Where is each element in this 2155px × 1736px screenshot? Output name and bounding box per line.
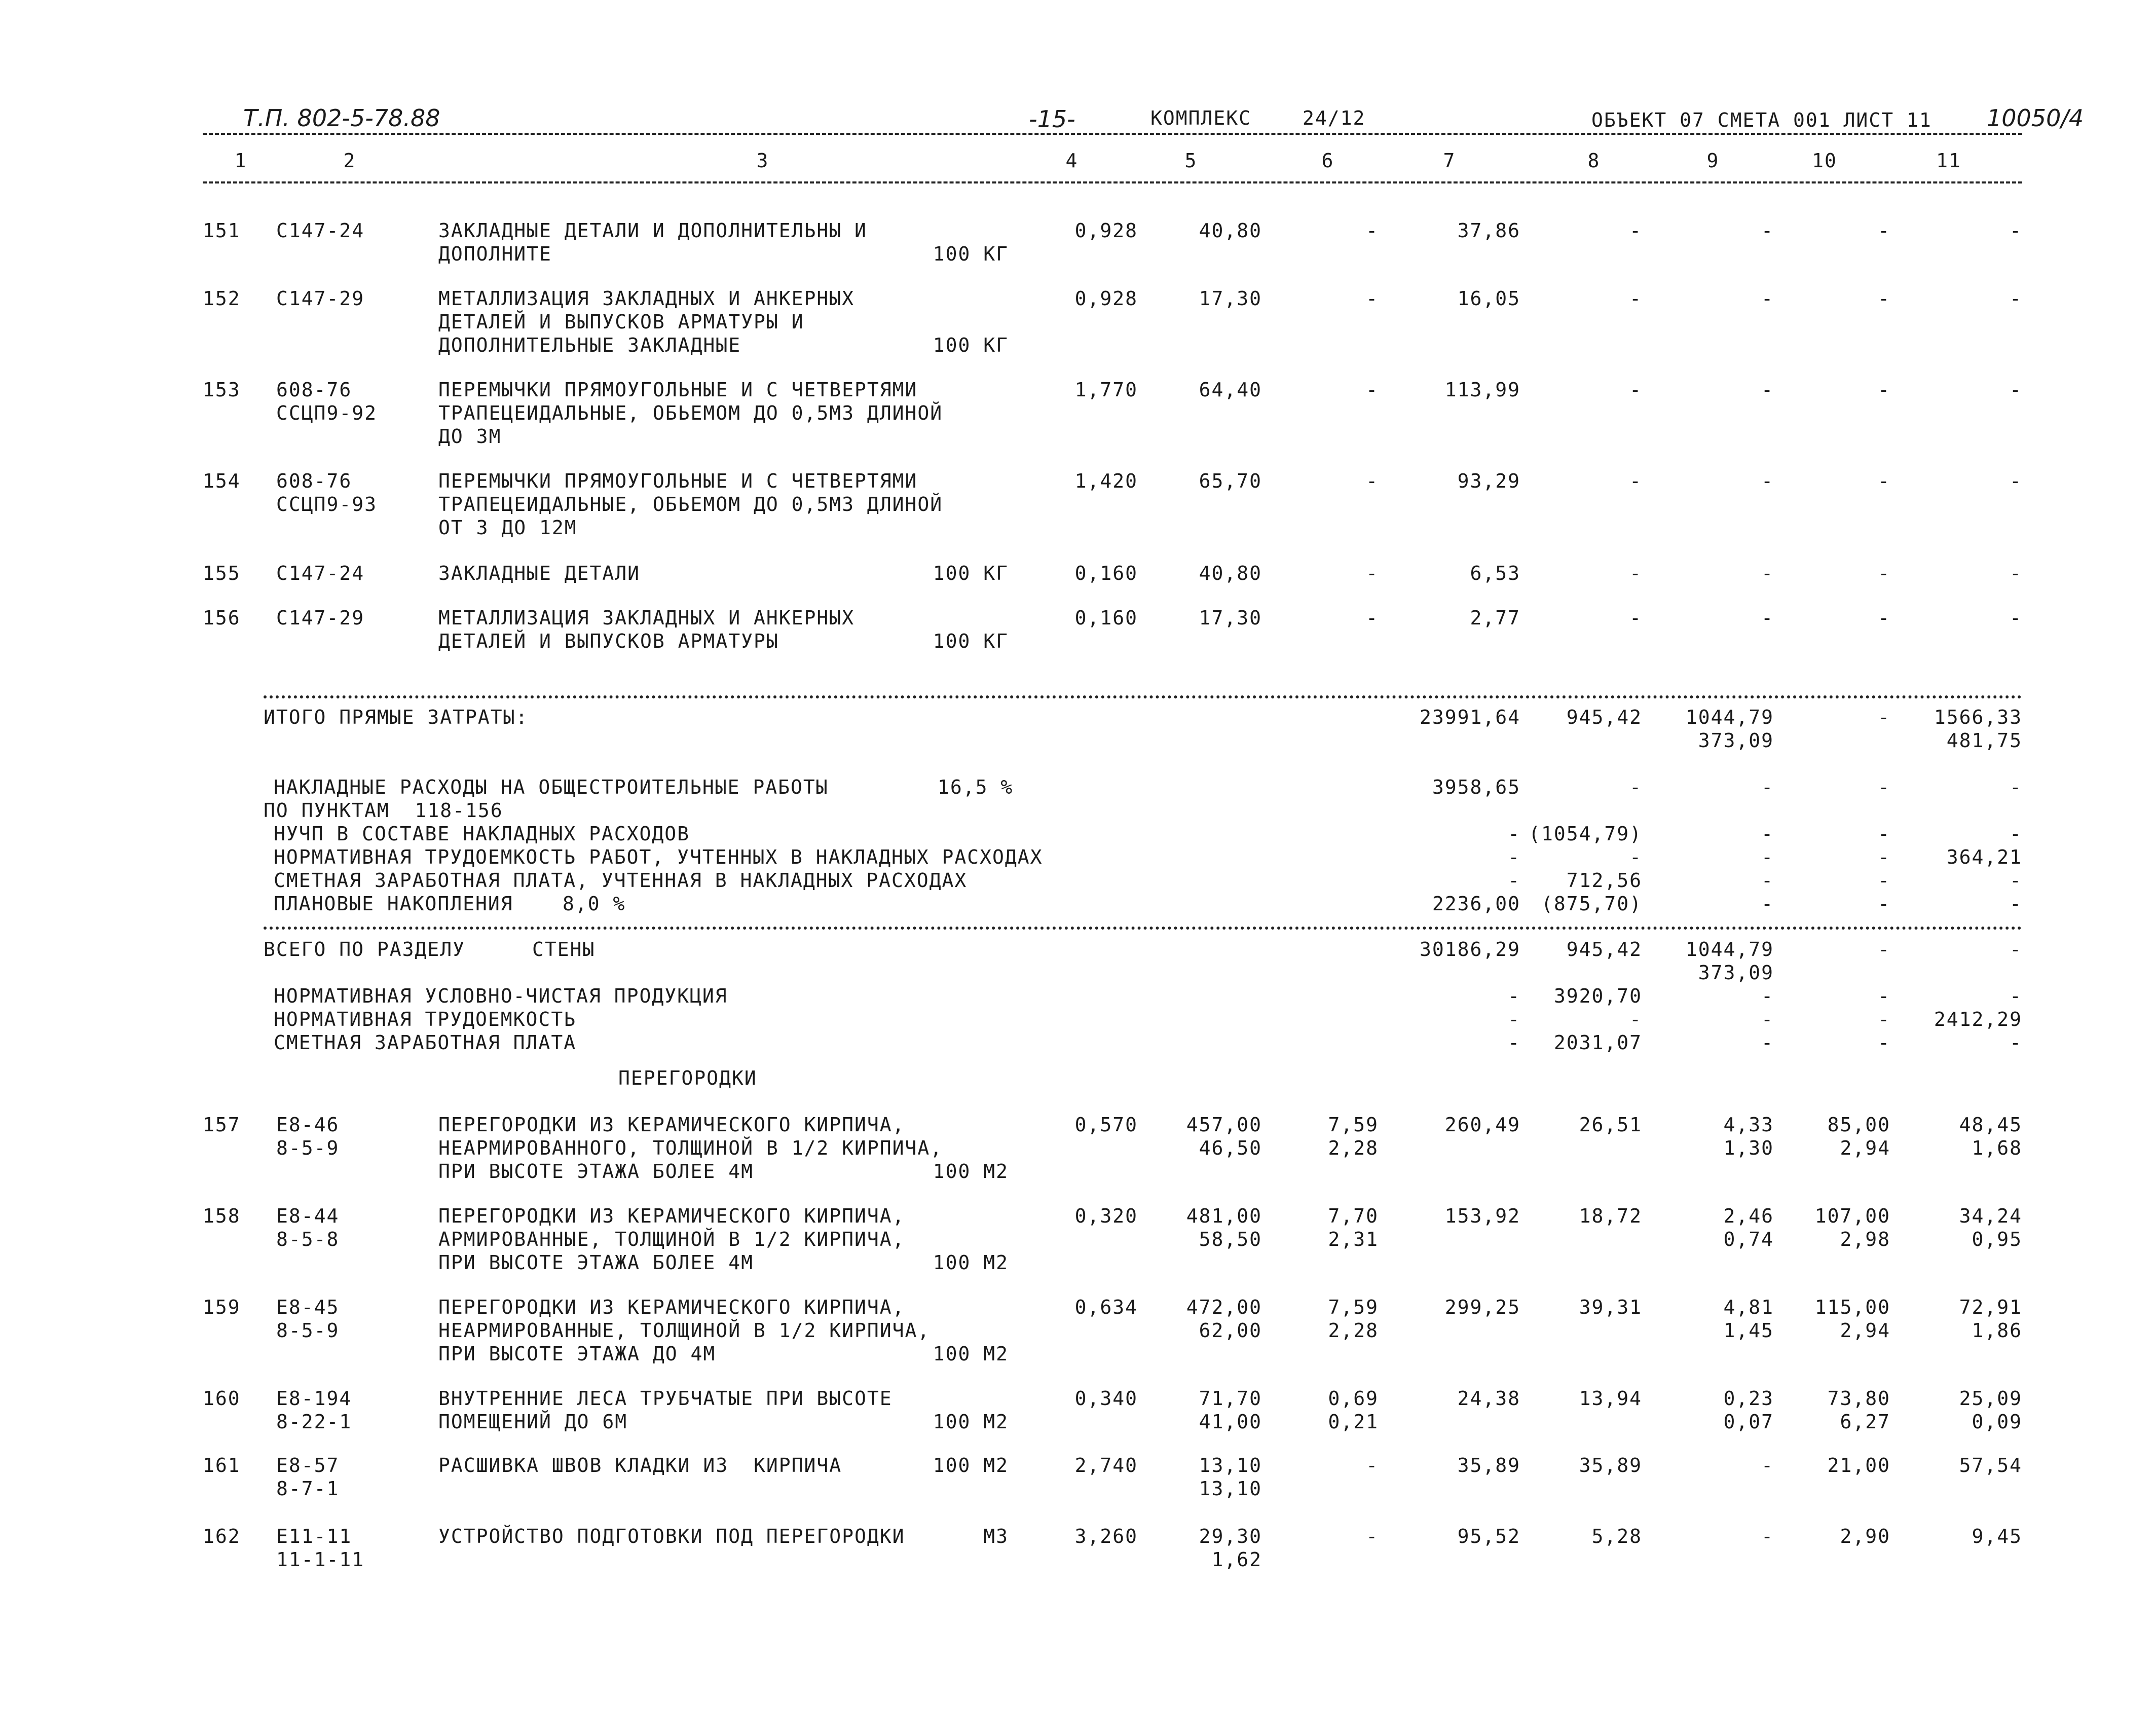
row-description: ПЕРЕМЫЧКИ ПРЯМОУГОЛЬНЫЕ И С ЧЕТВЕРТЯМИ [438,379,918,401]
row-col-c9: 4,81 [1723,1296,1774,1318]
doc-ref: Т.П. 802-5-78.88 [243,104,440,132]
row-description: ТРАПЕЦЕИДАЛЬНЫЕ, ОБЬЕМОМ ДО 0,5М3 ДЛИНОЙ [438,493,943,515]
overhead-line-rate: 16,5 % [938,776,1014,798]
row-col-c5: 1,62 [1211,1548,1262,1571]
direct-costs-c9: 1044,79 [1685,706,1774,728]
row-quantity: 0,928 [1074,287,1138,310]
row-code: С147-24 [276,562,365,584]
row-code: Е11-11 [276,1525,352,1547]
row-col-c8: - [1629,379,1642,401]
row-total: 37,86 [1457,219,1520,242]
row-description: ВНУТРЕННИЕ ЛЕСА ТРУБЧАТЫЕ ПРИ ВЫСОТЕ [438,1387,893,1410]
row-col-c8: 35,89 [1579,1454,1642,1476]
row-col-c6: - [1366,562,1379,584]
row-unit: 100 М2 [933,1454,1009,1476]
row-quantity: 1,770 [1074,379,1138,401]
row-code: ССЦП9-93 [276,493,378,515]
overhead-line-c8: 712,56 [1566,869,1642,892]
row-total: 113,99 [1444,379,1520,401]
row-description: ПЕРЕГОРОДКИ ИЗ КЕРАМИЧЕСКОГО КИРПИЧА, [438,1114,905,1136]
header-rule-bottom [203,181,2022,183]
section-line-c11: 2412,29 [1934,1008,2022,1030]
column-number-6: 6 [1321,150,1334,172]
row-code: 11-1-11 [276,1548,365,1571]
row-col-c9: 1,45 [1723,1319,1774,1342]
row-col-c9: 4,33 [1723,1114,1774,1136]
column-number-2: 2 [343,150,356,172]
row-unit: 100 КГ [933,630,1009,652]
row-col-c10: - [1878,287,1890,310]
section-line-text: НОРМАТИВНАЯ УСЛОВНО-ЧИСТАЯ ПРОДУКЦИЯ [274,985,728,1007]
row-col-c11: - [2010,219,2022,242]
row-code: С147-24 [276,219,365,242]
overhead-line-c8: - [1629,846,1642,868]
row-total: 35,89 [1457,1454,1520,1476]
row-col-c9: - [1761,562,1774,584]
row-description: ПРИ ВЫСОТЕ ЭТАЖА БОЛЕЕ 4М [438,1160,754,1183]
row-col-c5: 17,30 [1199,607,1262,629]
overhead-line-text: НАКЛАДНЫЕ РАСХОДЫ НА ОБЩЕСТРОИТЕЛЬНЫЕ РАБОТЫ [274,776,829,798]
row-col-c10: 6,27 [1840,1411,1890,1433]
row-col-c10: - [1878,470,1890,492]
overhead-line-text: ПЛАНОВЫЕ НАКОПЛЕНИЯ [274,893,513,915]
row-description: ПОМЕЩЕНИЙ ДО 6М [438,1411,628,1433]
row-code: 8-22-1 [276,1411,352,1433]
row-col-c10: 2,94 [1840,1137,1890,1159]
row-number: 155 [203,562,241,584]
section-total-name: СТЕНЫ [532,938,596,961]
row-description: УСТРОЙСТВО ПОДГОТОВКИ ПОД ПЕРЕГОРОДКИ [438,1525,905,1547]
row-col-c10: 2,98 [1840,1228,1890,1250]
row-col-c10: 107,00 [1814,1205,1890,1227]
row-code: 8-5-9 [276,1319,340,1342]
row-col-c5: 472,00 [1186,1296,1262,1318]
section-total-c9: 373,09 [1698,962,1774,984]
row-description: РАСШИВКА ШВОВ КЛАДКИ ИЗ КИРПИЧА [438,1454,842,1476]
row-code: 8-7-1 [276,1478,340,1500]
row-col-c8: 18,72 [1579,1205,1642,1227]
overhead-line-c7: 3958,65 [1432,776,1520,798]
row-unit: 100 М2 [933,1160,1009,1183]
overhead-line-c7: - [1508,869,1520,892]
direct-costs-c7: 23991,64 [1419,706,1520,728]
row-col-c10: - [1878,219,1890,242]
row-description: ЗАКЛАДНЫЕ ДЕТАЛИ [438,562,641,584]
row-col-c11: 25,09 [1959,1387,2022,1410]
row-code: 608-76 [276,379,352,401]
row-col-c8: 5,28 [1591,1525,1642,1547]
row-col-c8: - [1629,219,1642,242]
overhead-line-c10: - [1878,776,1890,798]
overhead-line-c8: (875,70) [1541,893,1642,915]
row-col-c5: 13,10 [1199,1478,1262,1500]
row-code: ССЦП9-92 [276,402,378,424]
overhead-line-c7: 2236,00 [1432,893,1520,915]
row-number: 160 [203,1387,241,1410]
row-number: 159 [203,1296,241,1318]
dotted-separator-2 [264,927,2022,930]
row-col-c6: 0,21 [1328,1411,1379,1433]
row-col-c6: - [1366,1525,1379,1547]
row-col-c6: 0,69 [1328,1387,1379,1410]
row-quantity: 3,260 [1074,1525,1138,1547]
row-code: С147-29 [276,287,365,310]
overhead-line-c10: - [1878,823,1890,845]
row-description: ПРИ ВЫСОТЕ ЭТАЖА ДО 4М [438,1343,716,1365]
overhead-line-c11: - [2010,776,2022,798]
section-line-c11: - [2010,1031,2022,1054]
row-col-c10: 21,00 [1827,1454,1890,1476]
row-col-c11: 48,45 [1959,1114,2022,1136]
row-col-c9: 0,07 [1723,1411,1774,1433]
column-number-7: 7 [1443,150,1456,172]
row-col-c9: - [1761,470,1774,492]
overhead-line-text: СМЕТНАЯ ЗАРАБОТНАЯ ПЛАТА, УЧТЕННАЯ В НАКЛАДНЫХ РАСХОДАХ [274,869,968,892]
row-col-c8: - [1629,562,1642,584]
row-col-c6: 7,70 [1328,1205,1379,1227]
row-col-c10: 73,80 [1827,1387,1890,1410]
row-description: НЕАРМИРОВАННОГО, ТОЛЩИНОЙ В 1/2 КИРПИЧА, [438,1137,943,1159]
row-col-c11: - [2010,287,2022,310]
section-line-c10: - [1878,985,1890,1007]
row-col-c5: 17,30 [1199,287,1262,310]
row-number: 154 [203,470,241,492]
row-code: 8-5-9 [276,1137,340,1159]
overhead-line-c11: 364,21 [1946,846,2022,868]
overhead-line-c7: - [1508,823,1520,845]
row-col-c9: - [1761,1454,1774,1476]
complex-number: 24/12 [1303,107,1366,129]
row-col-c6: - [1366,379,1379,401]
row-number: 156 [203,607,241,629]
row-description: МЕТАЛЛИЗАЦИЯ ЗАКЛАДНЫХ И АНКЕРНЫХ [438,287,854,310]
overhead-line-c9: - [1761,823,1774,845]
row-col-c9: 1,30 [1723,1137,1774,1159]
row-col-c11: 0,09 [1972,1411,2022,1433]
row-code: Е8-57 [276,1454,340,1476]
row-col-c5: 65,70 [1199,470,1262,492]
direct-costs-label: ИТОГО ПРЯМЫЕ ЗАТРАТЫ: [264,706,529,728]
section-total-c8: 945,42 [1566,938,1642,961]
section-line-c10: - [1878,1008,1890,1030]
row-col-c11: 57,54 [1959,1454,2022,1476]
overhead-line-c11: - [2010,823,2022,845]
row-total: 24,38 [1457,1387,1520,1410]
row-unit: 100 М2 [933,1251,1009,1274]
row-quantity: 0,160 [1074,562,1138,584]
row-description: ДЕТАЛЕЙ И ВЫПУСКОВ АРМАТУРЫ [438,630,779,652]
overhead-line-c9: - [1761,869,1774,892]
row-number: 157 [203,1114,241,1136]
page-number: -15- [1029,105,1075,133]
overhead-line-rate: 8,0 % [563,893,626,915]
row-code: 608-76 [276,470,352,492]
row-col-c5: 62,00 [1199,1319,1262,1342]
row-col-c6: 2,28 [1328,1137,1379,1159]
row-col-c11: - [2010,607,2022,629]
row-col-c9: - [1761,607,1774,629]
row-unit: 100 М2 [933,1343,1009,1365]
row-total: 260,49 [1444,1114,1520,1136]
row-description: НЕАРМИРОВАННЫЕ, ТОЛЩИНОЙ В 1/2 КИРПИЧА, [438,1319,931,1342]
row-col-c5: 13,10 [1199,1454,1262,1476]
row-col-c6: - [1366,219,1379,242]
row-unit: М3 [983,1525,1009,1547]
row-quantity: 1,420 [1074,470,1138,492]
row-col-c10: 2,90 [1840,1525,1890,1547]
row-col-c10: 85,00 [1827,1114,1890,1136]
overhead-line-text: НУЧП В СОСТАВЕ НАКЛАДНЫХ РАСХОДОВ [274,823,690,845]
row-col-c5: 40,80 [1199,562,1262,584]
row-col-c5: 29,30 [1199,1525,1262,1547]
overhead-line-c10: - [1878,893,1890,915]
section-line-c10: - [1878,1031,1890,1054]
column-number-10: 10 [1812,150,1837,172]
row-number: 161 [203,1454,241,1476]
section-line-c9: - [1761,1008,1774,1030]
row-col-c8: - [1629,470,1642,492]
row-total: 299,25 [1444,1296,1520,1318]
section-line-text: СМЕТНАЯ ЗАРАБОТНАЯ ПЛАТА [274,1031,577,1054]
row-col-c5: 71,70 [1199,1387,1262,1410]
column-number-4: 4 [1065,150,1079,172]
row-number: 151 [203,219,241,242]
overhead-line-c11: - [2010,869,2022,892]
row-col-c9: 2,46 [1723,1205,1774,1227]
row-quantity: 0,928 [1074,219,1138,242]
column-number-5: 5 [1184,150,1198,172]
row-total: 93,29 [1457,470,1520,492]
row-unit: 100 КГ [933,562,1009,584]
row-quantity: 0,320 [1074,1205,1138,1227]
row-unit: 100 КГ [933,334,1009,356]
row-col-c9: - [1761,287,1774,310]
row-col-c6: - [1366,470,1379,492]
section-total-c10: - [1878,938,1890,961]
section-line-text: НОРМАТИВНАЯ ТРУДОЕМКОСТЬ [274,1008,577,1030]
section-total-c11: - [2010,938,2022,961]
row-description: ПРИ ВЫСОТЕ ЭТАЖА БОЛЕЕ 4М [438,1251,754,1274]
row-total: 2,77 [1470,607,1520,629]
row-description: ПЕРЕГОРОДКИ ИЗ КЕРАМИЧЕСКОГО КИРПИЧА, [438,1296,905,1318]
column-number-9: 9 [1706,150,1720,172]
overhead-line-c7: - [1508,846,1520,868]
overhead-line-c9: - [1761,893,1774,915]
section-line-c8: 3920,70 [1553,985,1642,1007]
overhead-line-c9: - [1761,776,1774,798]
row-col-c6: - [1366,1454,1379,1476]
row-description: ДОПОЛНИТЕ [438,243,552,265]
row-description: ТРАПЕЦЕИДАЛЬНЫЕ, ОБЬЕМОМ ДО 0,5М3 ДЛИНОЙ [438,402,943,424]
row-col-c9: - [1761,379,1774,401]
row-col-c11: 1,68 [1972,1137,2022,1159]
row-code: С147-29 [276,607,365,629]
row-col-c6: 2,28 [1328,1319,1379,1342]
row-code: Е8-46 [276,1114,340,1136]
row-col-c11: 9,45 [1972,1525,2022,1547]
row-col-c5: 457,00 [1186,1114,1262,1136]
row-col-c9: 0,74 [1723,1228,1774,1250]
section-line-c9: - [1761,1031,1774,1054]
direct-costs-c11: 1566,33 [1934,706,2022,728]
row-col-c5: 58,50 [1199,1228,1262,1250]
row-col-c6: 7,59 [1328,1114,1379,1136]
section-total-label: ВСЕГО ПО РАЗДЕЛУ [264,938,466,961]
row-col-c6: - [1366,287,1379,310]
row-col-c8: - [1629,287,1642,310]
row-col-c11: 34,24 [1959,1205,2022,1227]
section-line-c7: - [1508,1031,1520,1054]
row-col-c5: 481,00 [1186,1205,1262,1227]
row-number: 162 [203,1525,241,1547]
section-total-c7: 30186,29 [1419,938,1520,961]
overhead-line-c9: - [1761,846,1774,868]
column-number-8: 8 [1587,150,1601,172]
row-col-c10: - [1878,562,1890,584]
row-col-c5: 46,50 [1199,1137,1262,1159]
section-heading: ПЕРЕГОРОДКИ [618,1067,757,1089]
row-col-c8: 26,51 [1579,1114,1642,1136]
row-description: ОТ 3 ДО 12М [438,516,577,539]
row-col-c10: - [1878,607,1890,629]
row-col-c8: 13,94 [1579,1387,1642,1410]
row-quantity: 0,340 [1074,1387,1138,1410]
row-col-c8: 39,31 [1579,1296,1642,1318]
row-col-c9: - [1761,219,1774,242]
row-col-c11: - [2010,470,2022,492]
row-quantity: 0,160 [1074,607,1138,629]
row-quantity: 2,740 [1074,1454,1138,1476]
archive-number: 10050/4 [1987,104,2084,132]
complex-label: КОМПЛЕКС [1150,107,1252,129]
overhead-line-text: ПО ПУНКТАМ 118-156 [264,799,503,822]
direct-costs-c8: 945,42 [1566,706,1642,728]
overhead-line-text: НОРМАТИВНАЯ ТРУДОЕМКОСТЬ РАБОТ, УЧТЕННЫХ В НАКЛАДНЫХ РАСХОДАХ [274,846,1043,868]
column-number-11: 11 [1936,150,1961,172]
section-total-c9: 1044,79 [1685,938,1774,961]
section-line-c8: 2031,07 [1553,1031,1642,1054]
section-line-c7: - [1508,1008,1520,1030]
overhead-line-c10: - [1878,869,1890,892]
row-col-c11: - [2010,379,2022,401]
row-code: Е8-194 [276,1387,352,1410]
overhead-line-c8: - [1629,776,1642,798]
row-description: ПЕРЕГОРОДКИ ИЗ КЕРАМИЧЕСКОГО КИРПИЧА, [438,1205,905,1227]
row-description: АРМИРОВАННЫЕ, ТОЛЩИНОЙ В 1/2 КИРПИЧА, [438,1228,905,1250]
direct-costs-c9: 373,09 [1698,729,1774,752]
row-number: 158 [203,1205,241,1227]
row-col-c9: 0,23 [1723,1387,1774,1410]
section-line-c11: - [2010,985,2022,1007]
row-description: ДОПОЛНИТЕЛЬНЫЕ ЗАКЛАДНЫЕ [438,334,741,356]
section-line-c9: - [1761,985,1774,1007]
row-col-c10: 2,94 [1840,1319,1890,1342]
row-quantity: 0,570 [1074,1114,1138,1136]
direct-costs-c10: - [1878,706,1890,728]
row-total: 153,92 [1444,1205,1520,1227]
header-rule-top [203,133,2022,135]
row-number: 153 [203,379,241,401]
direct-costs-c11: 481,75 [1946,729,2022,752]
row-code: Е8-44 [276,1205,340,1227]
row-col-c11: 0,95 [1972,1228,2022,1250]
row-col-c11: 72,91 [1959,1296,2022,1318]
section-line-c7: - [1508,985,1520,1007]
overhead-line-c10: - [1878,846,1890,868]
row-total: 16,05 [1457,287,1520,310]
row-description: МЕТАЛЛИЗАЦИЯ ЗАКЛАДНЫХ И АНКЕРНЫХ [438,607,854,629]
row-number: 152 [203,287,241,310]
row-description: ПЕРЕМЫЧКИ ПРЯМОУГОЛЬНЫЕ И С ЧЕТВЕРТЯМИ [438,470,918,492]
row-col-c6: 2,31 [1328,1228,1379,1250]
row-col-c6: - [1366,607,1379,629]
row-description: ЗАКЛАДНЫЕ ДЕТАЛИ И ДОПОЛНИТЕЛЬНЫ И [438,219,867,242]
row-col-c6: 7,59 [1328,1296,1379,1318]
row-total: 6,53 [1470,562,1520,584]
row-description: ДЕТАЛЕЙ И ВЫПУСКОВ АРМАТУРЫ И [438,311,804,333]
row-description: ДО 3М [438,425,502,448]
row-code: 8-5-8 [276,1228,340,1250]
row-col-c11: - [2010,562,2022,584]
row-col-c11: 1,86 [1972,1319,2022,1342]
section-line-c8: - [1629,1008,1642,1030]
column-number-1: 1 [234,150,247,172]
row-col-c10: 115,00 [1814,1296,1890,1318]
overhead-line-c11: - [2010,893,2022,915]
dotted-separator-1 [264,695,2022,698]
row-quantity: 0,634 [1074,1296,1138,1318]
row-col-c8: - [1629,607,1642,629]
row-col-c9: - [1761,1525,1774,1547]
row-unit: 100 М2 [933,1411,1009,1433]
row-col-c10: - [1878,379,1890,401]
row-unit: 100 КГ [933,243,1009,265]
object-info: ОБЪЕКТ 07 СМЕТА 001 ЛИСТ 11 [1591,109,1932,131]
overhead-line-c8: (1054,79) [1529,823,1642,845]
row-total: 95,52 [1457,1525,1520,1547]
row-col-c5: 40,80 [1199,219,1262,242]
row-col-c5: 41,00 [1199,1411,1262,1433]
row-code: Е8-45 [276,1296,340,1318]
column-number-3: 3 [756,150,769,172]
row-col-c5: 64,40 [1199,379,1262,401]
